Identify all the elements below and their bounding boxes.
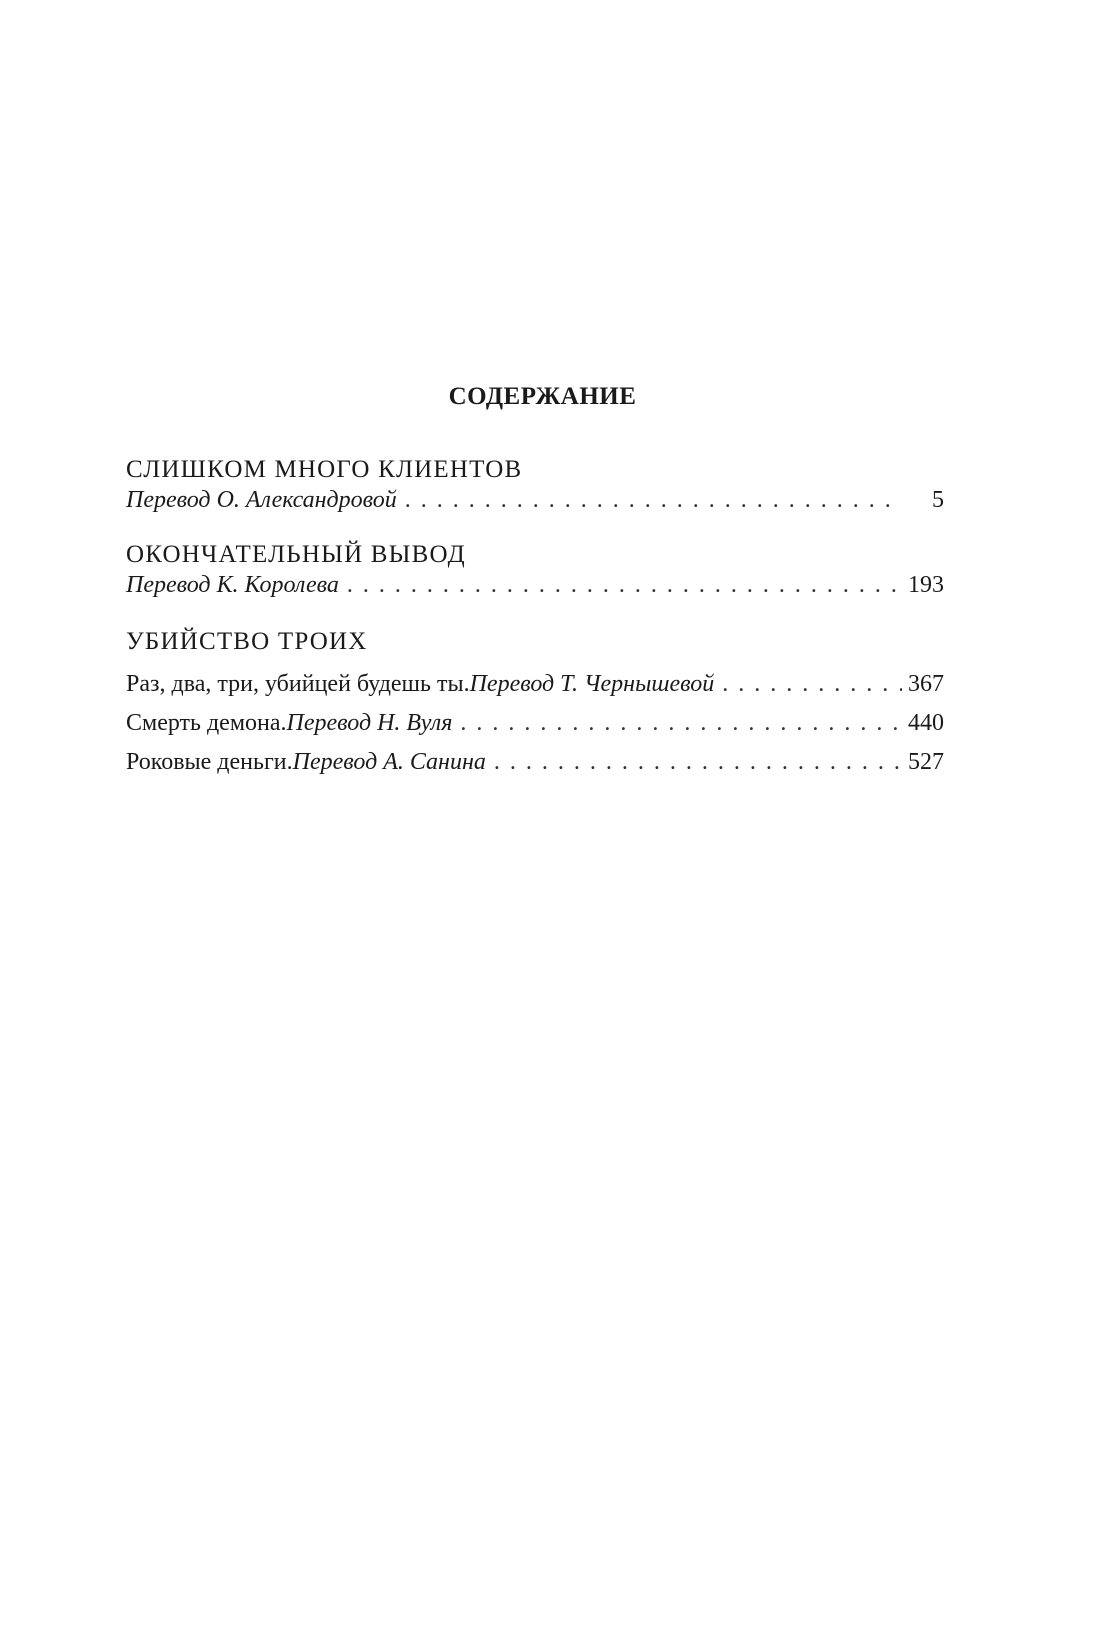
entry-translator: Перевод О. Александровой (126, 487, 397, 513)
entry-page-number: 193 (908, 572, 944, 598)
dot-leader (722, 669, 902, 699)
toc-entry[interactable] (126, 747, 944, 777)
toc-entry[interactable] (126, 485, 944, 515)
entry-translator: Перевод Т. Чернышевой (469, 671, 715, 697)
page-title: СОДЕРЖАНИЕ (448, 383, 637, 410)
entry-title: Смерть демона. (126, 710, 287, 736)
dot-leader (460, 708, 902, 738)
toc-entry[interactable] (126, 669, 944, 699)
entry-translator: Перевод Н. Вуля (286, 710, 453, 736)
entry-title: Раз, два, три, убийцей будешь ты. (126, 671, 470, 697)
dot-leader (405, 485, 898, 515)
entry-translator: Перевод А. Санина (292, 749, 486, 775)
toc-entry[interactable] (126, 708, 944, 738)
entry-title: Роковые деньги. (126, 749, 293, 775)
section-heading-2: ОКОНЧАТЕЛЬНЫЙ ВЫВОД (126, 541, 466, 568)
entry-translator: Перевод К. Королева (126, 572, 339, 598)
dot-leader (494, 747, 902, 777)
entry-page-number: 440 (908, 710, 944, 736)
section-heading-1: СЛИШКОМ МНОГО КЛИЕНТОВ (126, 456, 523, 483)
entry-page-number: 527 (908, 749, 944, 775)
section-heading-3: УБИЙСТВО ТРОИХ (126, 628, 368, 655)
entry-page-number: 5 (932, 487, 944, 513)
entry-page-number: 367 (908, 671, 944, 697)
dot-leader (347, 570, 902, 600)
toc-entry[interactable] (126, 570, 944, 600)
